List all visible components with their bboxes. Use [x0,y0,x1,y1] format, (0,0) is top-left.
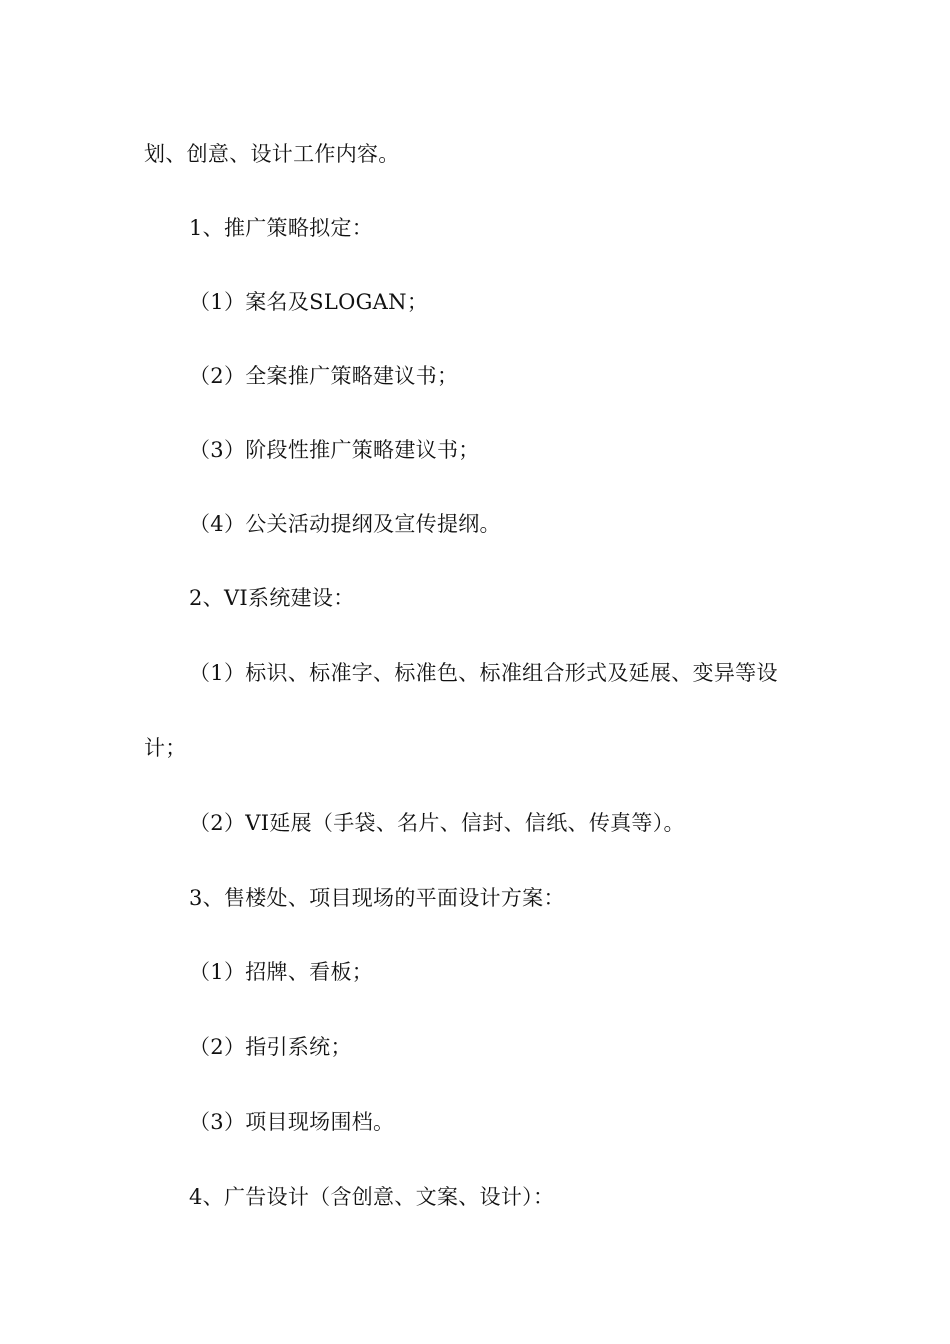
list-item-wayfinding-system: （2）指引系统； [189,1035,352,1059]
list-item-project-name-slogan: （1）案名及SLOGAN； [189,290,429,314]
list-item-pr-outline: （4）公关活动提纲及宣传提纲。 [189,512,501,536]
list-item-full-strategy-proposal: （2）全案推广策略建议书； [189,364,459,388]
list-item-signage-boards: （1）招牌、看板； [189,960,374,984]
list-item-vi-extension: （2）VI延展（手袋、名片、信封、信纸、传真等）。 [189,811,685,835]
heading-vi-system: 2、VI系统建设： [189,586,355,610]
heading-promotion-strategy: 1、推广策略拟定： [189,216,374,240]
list-item-site-hoarding: （3）项目现场围档。 [189,1110,395,1134]
list-item-logo-standards: （1）标识、标准字、标准色、标准组合形式及延展、变异等设 [189,661,778,685]
heading-sales-office-design: 3、售楼处、项目现场的平面设计方案： [189,886,565,910]
text-line-continuation: 划、创意、设计工作内容。 [144,142,400,166]
list-item-phased-strategy-proposal: （3）阶段性推广策略建议书； [189,438,480,462]
heading-advertising-design: 4、广告设计（含创意、文案、设计）： [189,1185,555,1209]
text-line-wrap: 计； [144,736,187,760]
